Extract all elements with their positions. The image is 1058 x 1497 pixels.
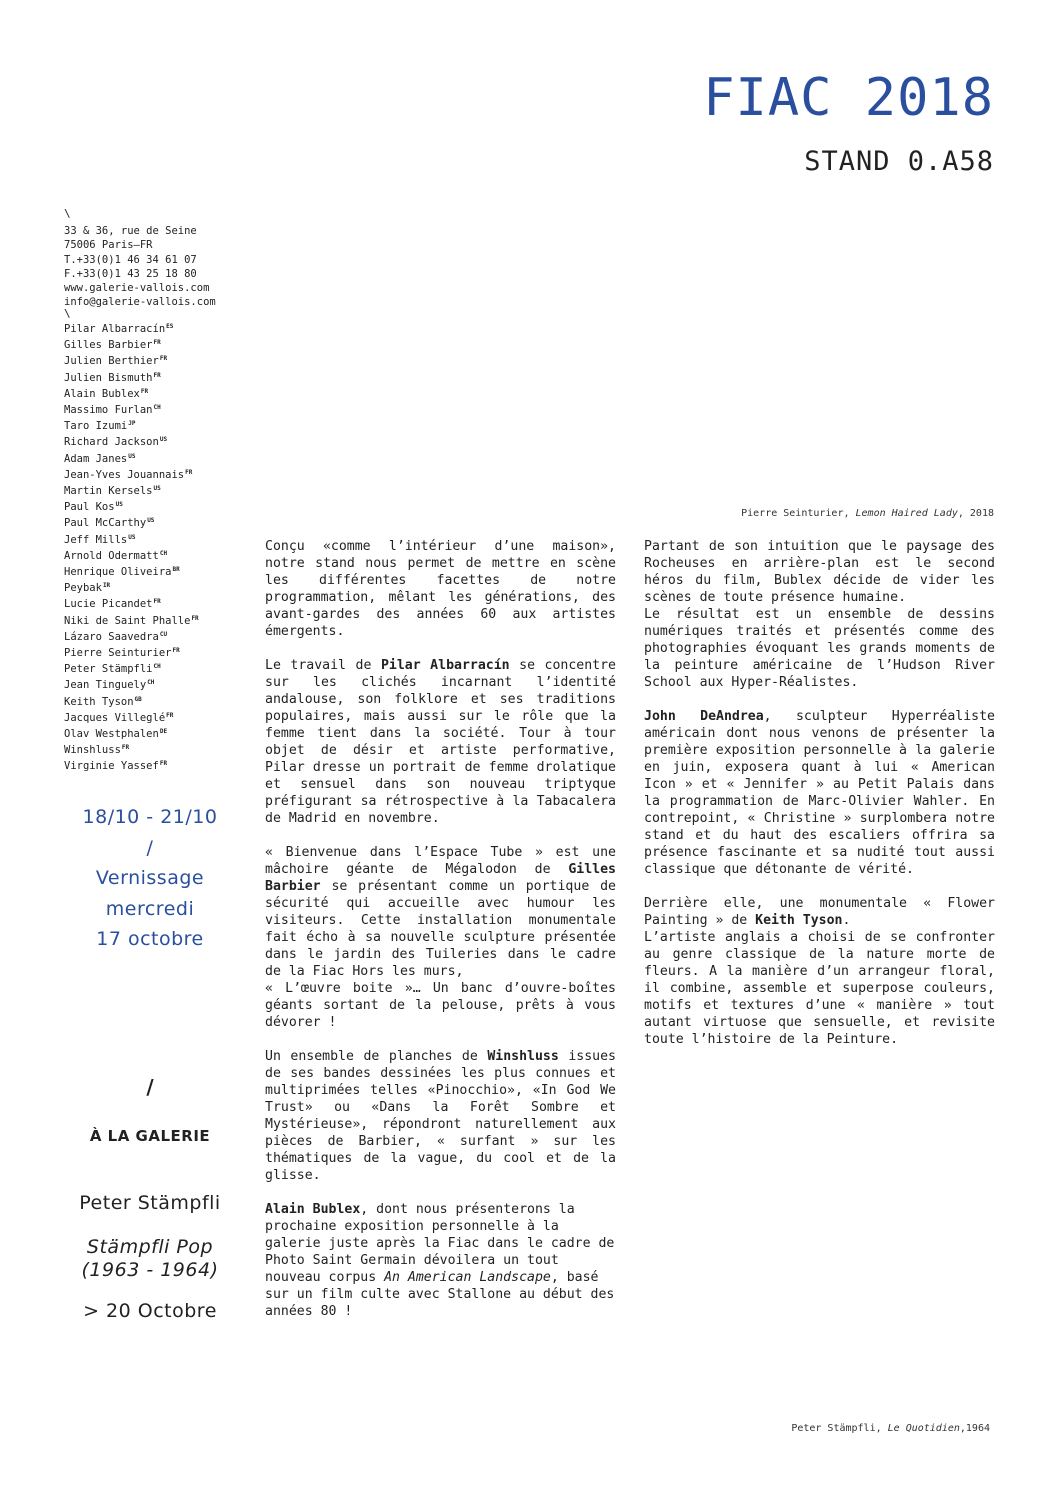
artist-country: CH (147, 679, 155, 687)
artist-name: Jean-Yves Jouannais (64, 468, 185, 481)
artist-item (64, 482, 199, 498)
artist-country: FR (191, 614, 199, 622)
artist-item (64, 417, 199, 433)
artist-item (64, 628, 199, 644)
galerie-show-title (52, 1236, 248, 1282)
contact-block (64, 208, 216, 310)
date-range: 18/10 - 21/10 (82, 806, 218, 828)
artist-item (64, 433, 199, 449)
paragraph-albarracin: Le travail de Pilar Albarracín se concentre sur les clichés incarnant l’identité andalouse, son folklore et ses traditions populaires, mais aussi sur le rôle que la femme tient dans la société. Tour à tour objet de désir et artiste performative, Pilar dresse un portrait de femme drolatique et sensuel dans son nouveau triptyque préfigurant sa rétrospective à la Tabacalera de Madrid en novembre. (265, 658, 617, 826)
artist-item (64, 725, 199, 741)
artist-item (64, 401, 199, 417)
artist-country: FR (121, 744, 130, 752)
artist-item (64, 693, 199, 709)
artist-country: FR (159, 760, 168, 768)
artist-country: GB (134, 695, 142, 703)
artist-name: Niki de Saint Phalle (64, 614, 191, 627)
phone: T.+33(0)1 46 34 61 07 (64, 253, 197, 266)
artist-name: Lázaro Saavedra (64, 630, 159, 643)
galerie-until: > 20 Octobre (83, 1300, 217, 1322)
artist-name: Keith Tyson (64, 695, 134, 708)
artist-name: Arnold Odermatt (64, 549, 159, 562)
artist-item (64, 336, 199, 352)
artist-country: JP (128, 420, 136, 428)
galerie-artist: Peter Stämpfli (79, 1192, 221, 1214)
paragraph-tyson: Derrière elle, une monumentale « Flower Painting » de Keith Tyson. (644, 896, 995, 928)
artist-name: Taro Izumi (64, 420, 128, 433)
paragraph-bublex-3: Le résultat est un ensemble de dessins numériques traités et présentés comme des photographies évoquant les grands moments de la peinture américaine de l’Hudson River School aux Hyper-Réalistes. (644, 607, 995, 690)
artist-country: ES (166, 323, 174, 330)
artist-country: FR (153, 598, 161, 606)
artist-country: FR (185, 468, 193, 476)
artist-country: DE (159, 728, 168, 736)
artist-name: Olav Westphalen (64, 728, 159, 741)
stand-number: STAND 0.A58 (804, 146, 994, 177)
artist-name: Lucie Picandet (64, 598, 153, 611)
artist-name: Winshluss (64, 744, 121, 757)
artist-item (64, 644, 199, 660)
artist-name: Julien Bismuth (64, 371, 153, 384)
artist-item (64, 579, 199, 595)
artist-name: Virginie Yassef (64, 760, 159, 773)
artist-name: Paul McCarthy (64, 517, 147, 530)
artist-name: Paul Kos (64, 501, 115, 514)
show-title: Stämpfli Pop (86, 1236, 214, 1258)
date-slash: / (146, 836, 154, 859)
artist-name: Pierre Seinturier (64, 647, 172, 660)
artist-item (64, 320, 199, 336)
artist-country: FR (172, 647, 180, 655)
artist-item (64, 563, 199, 579)
paragraph-bublex: Alain Bublex, dont nous présenterons la prochaine exposition personnelle à la galerie juste après la Fiac dans le cadre de Photo Saint Germain dévoilera un tout nouveau corpus An American Landscape, basé sur un film culte avec Stallone au début des années 80 ! (265, 1202, 615, 1319)
artist-country: IR (102, 582, 111, 590)
artist-item (64, 676, 199, 692)
artist-name: Peter Stämpfli (64, 663, 153, 676)
show-years: (1963 - 1964) (81, 1259, 219, 1281)
galerie-heading: À LA GALERIE (89, 1127, 211, 1145)
opening-date: 17 octobre (96, 928, 204, 950)
artist-country: FR (153, 339, 161, 347)
artist-country: FR (159, 355, 168, 363)
email-link[interactable]: info@galerie-vallois.com (64, 296, 216, 309)
artist-item (64, 595, 199, 611)
artist-item (64, 385, 199, 401)
artist-item (64, 450, 199, 466)
artist-name: Julien Berthier (64, 355, 159, 368)
artist-list (64, 320, 199, 774)
artist-country: US (115, 501, 123, 509)
artist-name: Pilar Albarracín (64, 323, 166, 335)
artist-item (64, 498, 199, 514)
artist-name: Adam Janes (64, 452, 128, 465)
image-caption-top: Pierre Seinturier, Lemon Haired Lady, 2018 (741, 508, 994, 519)
artist-name: Massimo Furlan (64, 404, 153, 417)
artist-country: FR (140, 387, 149, 395)
artist-country: US (147, 517, 155, 525)
artist-country: CH (153, 663, 161, 671)
artist-item (64, 352, 199, 368)
separator: \ (64, 307, 71, 320)
artist-country: CH (153, 404, 161, 412)
galerie-slash: / (146, 1075, 154, 1099)
artist-item (64, 709, 199, 725)
text-column-left (265, 538, 616, 1337)
artist-country: CU (159, 630, 168, 638)
image-caption-bottom: Peter Stämpfli, Le Quotidien,1964 (791, 1423, 990, 1434)
paragraph-deandrea: John DeAndrea, sculpteur Hyperréaliste américain dont nous venons de présenter la première exposition personnelle à la galerie en juin, exposera quant à lui « American Icon » et « Jennifer » au Petit Palais dans la programmation de Marc-Olivier Wahler. En contrepoint, « Christine » surplombera notre stand et du haut des escaliers offrira sa présence fascinante et sa nudité tout aussi classique que détonante de vérité. (644, 709, 995, 877)
artist-name: Richard Jackson (64, 436, 159, 449)
artist-country: US (153, 485, 161, 493)
artist-name: Gilles Barbier (64, 339, 153, 352)
paragraph-tyson-2: L’artiste anglais a choisi de se confronter au genre classique de la nature morte de fleurs. A la manière d’un arrangeur floral, il combine, assemble et superpose couleurs, motifs et textures d’une « manière » tout autant virtuose que sensuelle, et revisite toute l’histoire de la Peinture. (644, 930, 995, 1047)
paragraph-barbier: « Bienvenue dans l’Espace Tube » est une mâchoire géante de Mégalodon de Gilles Barbier se présentant comme un portique de sécurité qui accueille avec humour les visiteurs. Cette installation monumentale fait écho à sa nouvelle sculpture présentée dans le jardin des Tuileries dans le cadre de la Fiac Hors les murs, (265, 845, 616, 979)
artist-item (64, 612, 199, 628)
text-column-right (644, 538, 995, 1065)
artist-item (64, 660, 199, 676)
artist-name: Henrique Oliveira (64, 566, 172, 579)
opening-day: mercredi (105, 897, 195, 920)
artist-country: FR (153, 371, 161, 379)
artist-country: CH (159, 549, 168, 557)
artist-country: FR (166, 711, 174, 719)
artist-item (64, 757, 199, 773)
fair-dates (52, 802, 248, 955)
address-city: 75006 Paris—FR (64, 239, 153, 252)
paragraph-bublex-2: Partant de son intuition que le paysage des Rocheuses en arrière-plan est le second héros du film, Bublex décide de vider les scènes de toute présence humaine. (644, 539, 995, 605)
artist-item (64, 547, 199, 563)
page-title: FIAC 2018 (703, 68, 994, 128)
artist-name: Jeff Mills (64, 533, 128, 546)
artist-item (64, 369, 199, 385)
separator: \ (64, 207, 71, 220)
artist-name: Peybak (64, 582, 102, 595)
paragraph-barbier-2: « L’œuvre boite »… Un banc d’ouvre-boîtes géants sortant de la pelouse, prêts à vous dévorer ! (265, 981, 616, 1030)
artist-country: US (128, 452, 136, 460)
artist-name: Jean Tinguely (64, 679, 147, 692)
artist-country: BR (172, 566, 180, 574)
artist-country: US (159, 436, 168, 444)
artist-item (64, 466, 199, 482)
artist-name: Jacques Villeglé (64, 711, 166, 724)
artist-item (64, 741, 199, 757)
paragraph-intro: Conçu «comme l’intérieur d’une maison», notre stand nous permet de mettre en scène les différentes facettes de notre programmation, mêlant les générations, des avant-gardes des années 60 aux artistes émergents. (265, 539, 616, 639)
opening-label: Vernissage (95, 867, 205, 889)
website-link[interactable]: www.galerie-vallois.com (64, 282, 210, 295)
artist-item (64, 514, 199, 530)
paragraph-winshluss: Un ensemble de planches de Winshluss issues de ses bandes dessinées les plus connues et multiprimées telles «Pinocchio», «In God We Trust» ou «Dans la Forêt Sombre et Mystérieuse», répondront naturellement aux pièces de Barbier, « surfant » sur les thématiques de la vague, du cool et de la glisse. (265, 1049, 617, 1183)
artist-name: Martin Kersels (64, 485, 153, 498)
artist-item (64, 531, 199, 547)
address-street: 33 & 36, rue de Seine (64, 225, 197, 237)
artist-country: US (128, 533, 136, 541)
fax: F.+33(0)1 43 25 18 80 (64, 267, 197, 280)
artist-name: Alain Bublex (64, 387, 140, 400)
